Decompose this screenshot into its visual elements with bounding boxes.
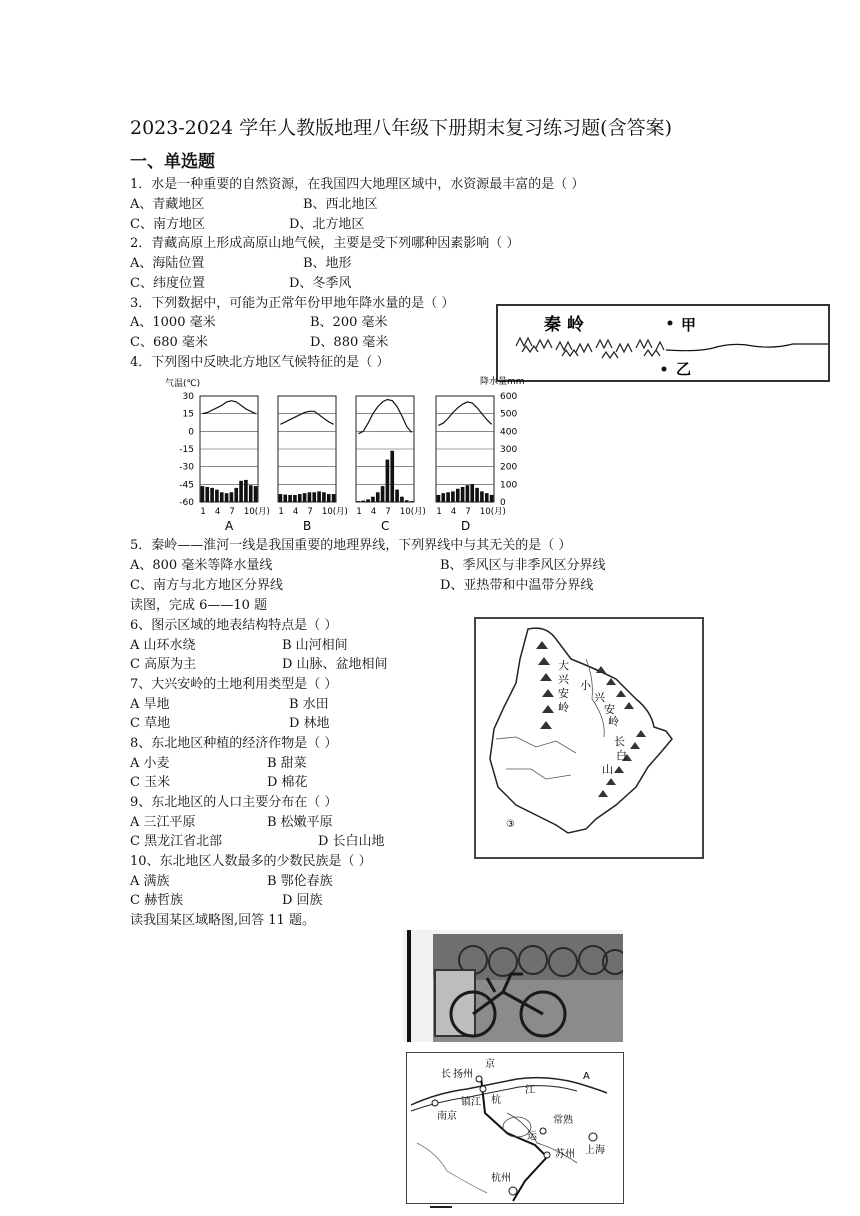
map-label-circle-3: ③: [506, 819, 515, 830]
point-yi-label: 乙: [676, 360, 692, 378]
month-tick: 7: [229, 507, 235, 517]
question-2-stem: 2．青藏高原上形成高原山地气候，主要是受下列哪种因素影响（ ）: [130, 236, 520, 251]
temperature-tick: 30: [182, 392, 194, 402]
temperature-line: [202, 401, 255, 414]
precipitation-bar: [308, 492, 312, 502]
precipitation-bar: [279, 494, 283, 502]
map-label-changshu: 常熟: [553, 1115, 573, 1126]
precipitation-bar: [490, 495, 494, 502]
precipitation-bar: [312, 492, 316, 502]
climate-panel-d: [436, 396, 506, 533]
panel-label: C: [381, 519, 390, 533]
q5-option-d[interactable]: D、亚热带和中温带分界线: [440, 578, 594, 593]
month-tick: 10(月): [321, 507, 348, 517]
precipitation-bar: [225, 493, 229, 502]
q2-option-c[interactable]: C、纬度位置: [130, 276, 205, 291]
q1-option-c[interactable]: C、南方地区: [130, 217, 205, 232]
precipitation-tick: 200: [500, 462, 518, 473]
climate-charts: [160, 372, 540, 537]
precipitation-bar: [395, 490, 399, 502]
temperature-line: [358, 400, 411, 434]
temperature-tick: 0: [188, 427, 194, 438]
temperature-axis-label: 气温(℃): [165, 379, 201, 389]
precipitation-bar: [288, 495, 292, 502]
q9-option-b[interactable]: B 松嫩平原: [267, 815, 333, 830]
q3-option-a[interactable]: A、1000 毫米: [130, 315, 216, 330]
q7-option-b[interactable]: B 水田: [289, 697, 329, 712]
bicycle-photo: [403, 930, 623, 1042]
precipitation-bar: [357, 501, 361, 502]
precipitation-bar: [446, 492, 450, 502]
precipitation-bar: [371, 497, 375, 502]
precipitation-bar: [485, 493, 489, 502]
q6-option-a[interactable]: A 山环水绕: [130, 638, 196, 653]
precipitation-bar: [215, 490, 219, 502]
map-label-an2: 安: [604, 703, 615, 716]
map-label-bai: 白: [616, 749, 627, 762]
q8-option-b[interactable]: B 甜菜: [267, 756, 307, 771]
precipitation-bar: [386, 460, 390, 502]
temperature-tick: -15: [179, 445, 194, 455]
month-tick: 10(月): [243, 507, 270, 517]
q8-option-a[interactable]: A 小麦: [130, 756, 170, 771]
month-tick: 4: [292, 507, 299, 517]
map-label-hang: 杭: [491, 1095, 501, 1106]
q10-option-b[interactable]: B 鄂伦春族: [267, 874, 333, 889]
q1-option-d[interactable]: D、北方地区: [289, 217, 365, 232]
q3-option-b[interactable]: B、200 毫米: [310, 315, 388, 330]
precipitation-tick: 0: [500, 498, 506, 508]
precipitation-bar: [475, 488, 479, 502]
precipitation-bar: [283, 495, 287, 502]
map-label-shan: 山: [602, 763, 613, 776]
q7-option-d[interactable]: D 林地: [289, 716, 330, 731]
precipitation-bar: [201, 486, 205, 502]
climate-panel-b: [278, 396, 348, 533]
q10-option-a[interactable]: A 满族: [130, 874, 170, 889]
q9-option-c[interactable]: C 黑龙江省北部: [130, 834, 223, 849]
month-tick: 4: [450, 507, 457, 517]
month-tick: 7: [465, 507, 471, 517]
map-label-da: 大: [558, 659, 569, 672]
precipitation-bar: [466, 485, 470, 502]
q3-option-c[interactable]: C、680 毫米: [130, 335, 208, 350]
qinling-range-label: 秦 岭: [544, 315, 584, 335]
northeast-map-svg: [476, 619, 702, 857]
precipitation-bar: [298, 494, 302, 502]
month-tick: 1: [278, 507, 284, 517]
month-tick: 4: [214, 507, 221, 517]
precipitation-bar: [249, 485, 253, 502]
precipitation-bar: [303, 493, 307, 502]
mountain-symbols: [516, 338, 664, 358]
q3-option-d[interactable]: D、880 毫米: [310, 335, 389, 350]
question-9-stem: 9、东北地区的人口主要分布在（ ）: [130, 795, 338, 810]
question-5-stem: 5．秦岭——淮河一线是我国重要的地理界线，下列界线中与其无关的是（ ）: [130, 538, 572, 553]
q9-option-a[interactable]: A 三江平原: [130, 815, 196, 830]
question-3-stem: 3．下列数据中，可能为正常年份甲地年降水量的是（ ）: [130, 296, 455, 311]
month-tick: 10(月): [399, 507, 426, 517]
question-7-stem: 7、大兴安岭的土地利用类型是（ ）: [130, 677, 338, 692]
precipitation-axis-label: 降水量mm: [480, 377, 525, 387]
map-label-xing2: 兴: [594, 691, 605, 704]
mountain-hatching: [536, 641, 646, 797]
q8-option-c[interactable]: C 玉米: [130, 775, 171, 790]
temperature-tick: -45: [179, 480, 194, 491]
month-tick: 1: [436, 507, 442, 517]
map-label-ling2: 岭: [608, 715, 619, 728]
precipitation-bar: [293, 495, 297, 502]
temperature-line: [280, 411, 333, 424]
q7-option-c[interactable]: C 草地: [130, 716, 171, 731]
precipitation-bar: [400, 497, 404, 502]
precipitation-bar: [441, 493, 445, 502]
q1-option-a[interactable]: A、青藏地区: [130, 197, 205, 212]
question-10-stem: 10、东北地区人数最多的少数民族是（ ）: [130, 854, 372, 869]
precipitation-tick: 100: [500, 480, 518, 491]
point-jia-label: 甲: [681, 316, 697, 334]
section-heading: 一、单选题: [130, 152, 215, 172]
panel-label: A: [225, 519, 234, 533]
precipitation-tick: 300: [500, 445, 518, 455]
month-tick: 7: [307, 507, 313, 517]
precipitation-bar: [327, 494, 331, 502]
map-label-yun: 运: [527, 1131, 537, 1142]
precipitation-bar: [480, 491, 484, 502]
q2-option-b[interactable]: B、地形: [303, 256, 352, 271]
map-label-ling1: 岭: [558, 701, 569, 714]
yangtze-river: [411, 1078, 607, 1105]
precipitation-bar: [381, 486, 385, 502]
precipitation-bar: [410, 501, 414, 502]
map-label-hangzhou: 杭州: [491, 1173, 511, 1184]
q2-option-a[interactable]: A、海陆位置: [130, 256, 205, 271]
map-label-jing: 京: [485, 1059, 495, 1070]
month-tick: 10(月): [479, 507, 506, 517]
map-label-nanjing: 南京: [437, 1111, 457, 1122]
precipitation-bar: [376, 492, 380, 502]
map-label-xing1: 兴: [558, 673, 569, 686]
question-6-stem: 6、图示区域的地表结构特点是（ ）: [130, 618, 338, 633]
qinling-map-svg: [498, 306, 828, 380]
precipitation-bar: [461, 487, 465, 502]
map-label-an1: 安: [558, 687, 569, 700]
month-tick: 7: [385, 507, 391, 517]
temperature-tick: -30: [179, 462, 194, 473]
q10-option-c[interactable]: C 赫哲族: [130, 893, 184, 908]
reading-instruction-6-10: 读图，完成 6——10 题: [130, 598, 268, 613]
precipitation-bar: [332, 494, 336, 502]
month-tick: 4: [370, 507, 377, 517]
precipitation-bar: [405, 500, 409, 502]
map-label-zhenjiang: 镇江: [461, 1097, 481, 1108]
precipitation-tick: 600: [500, 392, 518, 402]
q8-option-d[interactable]: D 棉花: [267, 775, 308, 790]
climate-panel-a: [200, 396, 270, 533]
panel-label: D: [461, 519, 471, 533]
precipitation-bar: [470, 484, 474, 502]
precipitation-bar: [254, 486, 258, 502]
map-label-a: A: [583, 1071, 590, 1082]
month-tick: 1: [200, 507, 206, 517]
q10-option-d[interactable]: D 回族: [282, 893, 323, 908]
document-title: 2023-2024 学年人教版地理八年级下册期末复习练习题(含答案): [130, 117, 672, 139]
qinling-map: [496, 304, 830, 382]
precipitation-bar: [366, 499, 370, 502]
bicycle-photo-svg: [403, 930, 623, 1042]
precipitation-bar: [220, 492, 224, 502]
q5-option-a[interactable]: A、800 毫米等降水量线: [130, 558, 273, 573]
map-label-yangzhou: 扬州: [453, 1069, 473, 1080]
map-label-suzhou: 苏州: [555, 1149, 575, 1160]
east-map-svg: [407, 1053, 623, 1203]
precipitation-bar: [322, 492, 326, 502]
precipitation-bar: [456, 489, 460, 502]
reading-instruction-11: 读我国某区域略图,回答 11 题。: [130, 913, 315, 928]
q1-option-b[interactable]: B、西北地区: [303, 197, 378, 212]
precipitation-bar: [244, 480, 248, 502]
climate-panel-c: [356, 396, 426, 533]
q5-option-c[interactable]: C、南方与北方地区分界线: [130, 578, 283, 593]
precipitation-bar: [437, 495, 441, 502]
precipitation-bar: [234, 488, 238, 502]
map-label-jiang: 江: [525, 1085, 535, 1096]
precipitation-bar: [210, 488, 214, 502]
month-tick: 1: [356, 507, 362, 517]
q6-option-d[interactable]: D 山脉、盆地相间: [282, 657, 388, 672]
region-outline: [490, 628, 672, 833]
map-label-xiao: 小: [580, 679, 591, 692]
q6-option-b[interactable]: B 山河相间: [282, 638, 348, 653]
q7-option-a[interactable]: A 旱地: [130, 697, 170, 712]
northeast-china-map: [474, 617, 704, 859]
map-label-shanghai: 上海: [585, 1145, 605, 1156]
precipitation-bar: [451, 491, 455, 502]
temperature-tick: -60: [179, 498, 194, 508]
precipitation-bar: [230, 492, 234, 502]
precipitation-bar: [390, 451, 394, 502]
precipitation-bar: [239, 481, 243, 502]
east-china-map: [406, 1052, 624, 1204]
cutoff-caption-fragment: [430, 1205, 490, 1209]
precipitation-bar: [361, 501, 365, 502]
precipitation-tick: 400: [500, 427, 518, 438]
huaihe-river-line: [666, 344, 828, 351]
q5-option-b[interactable]: B、季风区与非季风区分界线: [440, 558, 606, 573]
precipitation-tick: 500: [500, 409, 518, 420]
map-label-chang: 长: [614, 735, 625, 748]
panel-label: B: [303, 519, 312, 533]
temperature-tick: 15: [182, 409, 194, 420]
question-1-stem: 1．水是一种重要的自然资源，在我国四大地理区域中，水资源最丰富的是（ ）: [130, 177, 585, 192]
question-8-stem: 8、东北地区种植的经济作物是（ ）: [130, 736, 338, 751]
precipitation-bar: [317, 491, 321, 502]
precipitation-bar: [205, 487, 209, 502]
map-label-chang: 长: [441, 1069, 451, 1080]
question-4-stem: 4．下列图中反映北方地区气候特征的是（ ）: [130, 355, 390, 370]
q6-option-c[interactable]: C 高原为主: [130, 657, 197, 672]
q9-option-d[interactable]: D 长白山地: [318, 834, 385, 849]
q2-option-d[interactable]: D、冬季风: [289, 276, 352, 291]
